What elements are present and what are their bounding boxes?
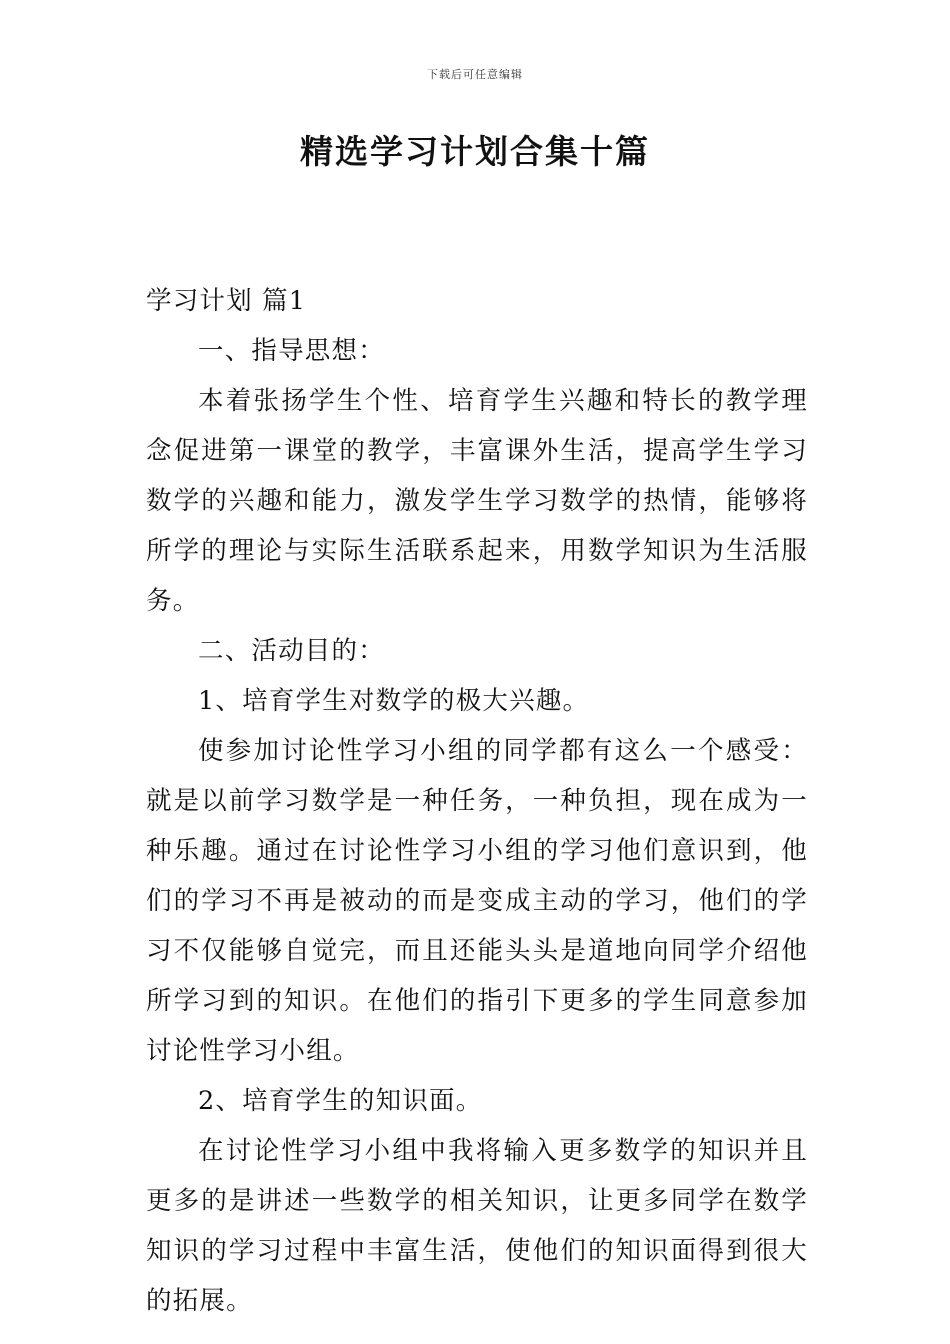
paragraph-item-2: 在讨论性学习小组中我将输入更多数学的知识并且更多的是讲述一些数学的相关知识，让更多同学在数学知识的学习过程中丰富生活，使他们的知识面得到很大的拓展。 (146, 1136, 808, 1316)
heading-guiding-ideology: 一、指导思想： (198, 336, 385, 366)
header-note: 下载后可任意编辑 (427, 68, 523, 81)
paragraph-item-1: 使参加讨论性学习小组的同学都有这么一个感受：就是以前学习数学是一种任务，一种负担，现在成为一种乐趣。通过在讨论性学习小组的学习他们意识到，他们的学习不再是被动的而是变成主动的学习，他们的学习不仅能够自觉完，而且还能头头是道地向同学介绍他所学习到的知识。在他们的指引下更多的学生同意参加讨论性学习小组。 (146, 736, 808, 1066)
document-body (146, 276, 808, 1326)
document-title: 精选学习计划合集十篇 (300, 132, 650, 171)
section-heading: 学习计划 篇1 (146, 286, 307, 316)
item-2-knowledge: 2、培育学生的知识面。 (198, 1086, 483, 1116)
heading-activity-purpose: 二、活动目的： (198, 636, 385, 666)
paragraph-guiding-ideology: 本着张扬学生个性、培育学生兴趣和特长的教学理念促进第一课堂的教学，丰富课外生活，提高学生学习数学的兴趣和能力，激发学生学习数学的热情，能够将所学的理论与实际生活联系起来，用数学知识为生活服务。 (146, 386, 808, 616)
item-1-interest: 1、培育学生对数学的极大兴趣。 (198, 686, 590, 716)
